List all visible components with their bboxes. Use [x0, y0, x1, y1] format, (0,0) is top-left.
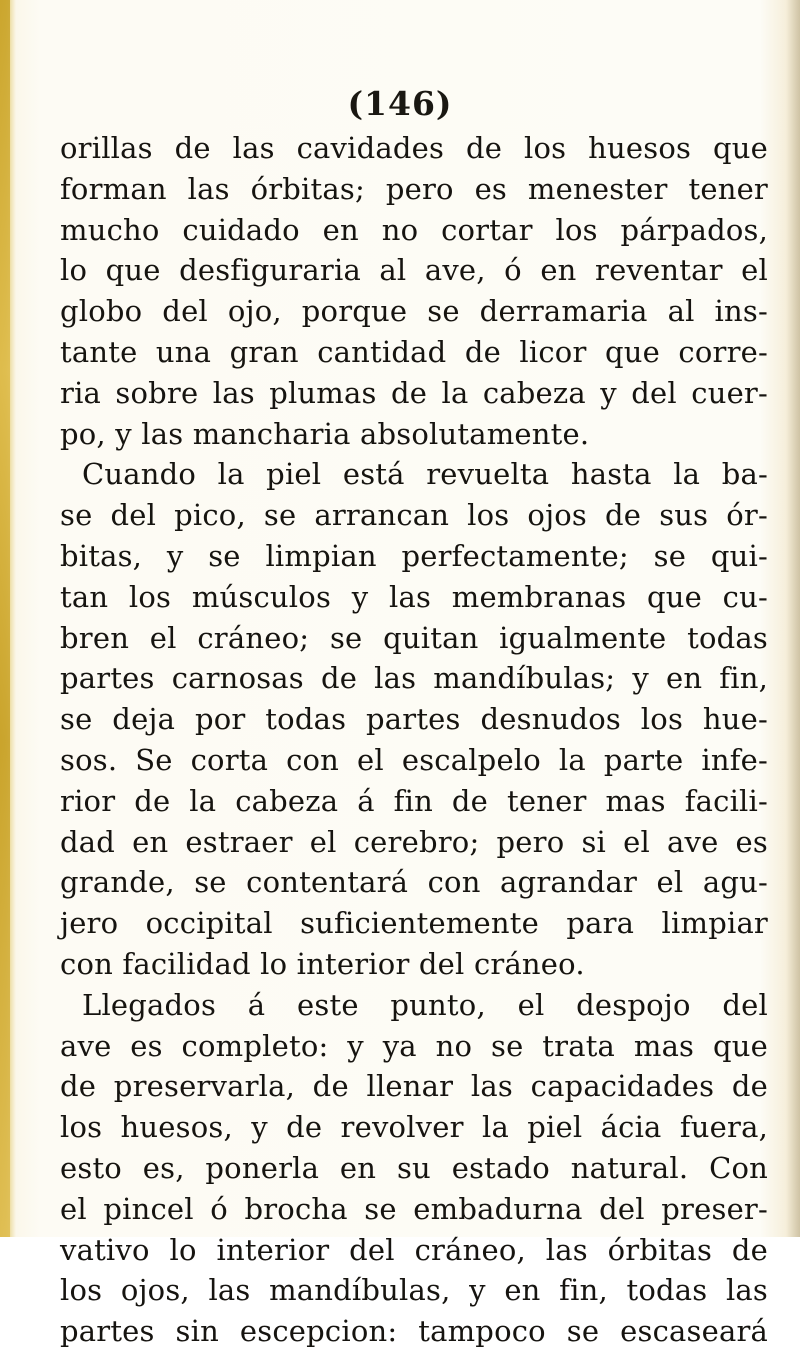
- text-line: se deja por todas partes desnudos los hue-: [60, 702, 768, 737]
- text-line: sos. Se corta con el escalpelo la parte infe-: [60, 742, 768, 777]
- text-line-paragraph-start: Cuando la piel está revuelta hasta la ba-: [82, 457, 768, 492]
- text-line: jero occipital suficientemente para limpiar: [60, 906, 768, 941]
- text-line-paragraph-end: po, y las mancharia absolutamente.: [60, 416, 590, 451]
- text-line: bitas, y se limpian perfectamente; se qui-: [60, 538, 768, 573]
- text-line: vativo lo interior del cráneo, las órbitas de: [60, 1232, 768, 1267]
- text-line: forman las órbitas; pero es menester tener: [60, 171, 768, 206]
- text-line: ave es completo: y ya no se trata mas que: [60, 1028, 768, 1063]
- text-line: los ojos, las mandíbulas, y en fin, todas las: [60, 1273, 768, 1308]
- text-line: mucho cuidado en no cortar los párpados,: [60, 212, 768, 247]
- text-line: tan los músculos y las membranas que cu-: [60, 579, 768, 614]
- text-line: el pincel ó brocha se embadurna del preser-: [60, 1191, 768, 1226]
- text-line-paragraph-end: con facilidad lo interior del cráneo.: [60, 946, 585, 981]
- text-line: globo del ojo, porque se derramaria al ins-: [60, 294, 768, 329]
- text-line: se del pico, se arrancan los ojos de sus ór-: [60, 498, 768, 533]
- page-edge-shadow: [786, 0, 800, 1237]
- page-number: (146): [347, 84, 453, 123]
- text-line-paragraph-start: Llegados á este punto, el despojo del: [82, 987, 768, 1022]
- text-line: bren el cráneo; se quitan igualmente todas: [60, 620, 768, 655]
- text-line: los huesos, y de revolver la piel ácia fuera,: [60, 1110, 768, 1145]
- text-line: partes sin escepcion: tampoco se escaseará: [60, 1314, 768, 1349]
- body-text: [60, 128, 768, 1352]
- text-line: partes carnosas de las mandíbulas; y en fin,: [60, 661, 768, 696]
- text-line: ria sobre las plumas de la cabeza y del cuer-: [60, 375, 768, 410]
- book-binding-edge: [0, 0, 10, 1237]
- text-line: lo que desfiguraria al ave, ó en reventar el: [60, 253, 768, 288]
- text-line: grande, se contentará con agrandar el agu-: [60, 865, 768, 900]
- text-line: esto es, ponerla en su estado natural. Con: [60, 1150, 768, 1185]
- text-line: dad en estraer el cerebro; pero si el ave es: [60, 824, 768, 859]
- text-line: rior de la cabeza á fin de tener mas facili-: [60, 783, 768, 818]
- text-line: de preservarla, de llenar las capacidades de: [60, 1069, 768, 1104]
- text-line: tante una gran cantidad de licor que corre-: [60, 334, 768, 369]
- text-line: orillas de las cavidades de los huesos que: [60, 131, 768, 165]
